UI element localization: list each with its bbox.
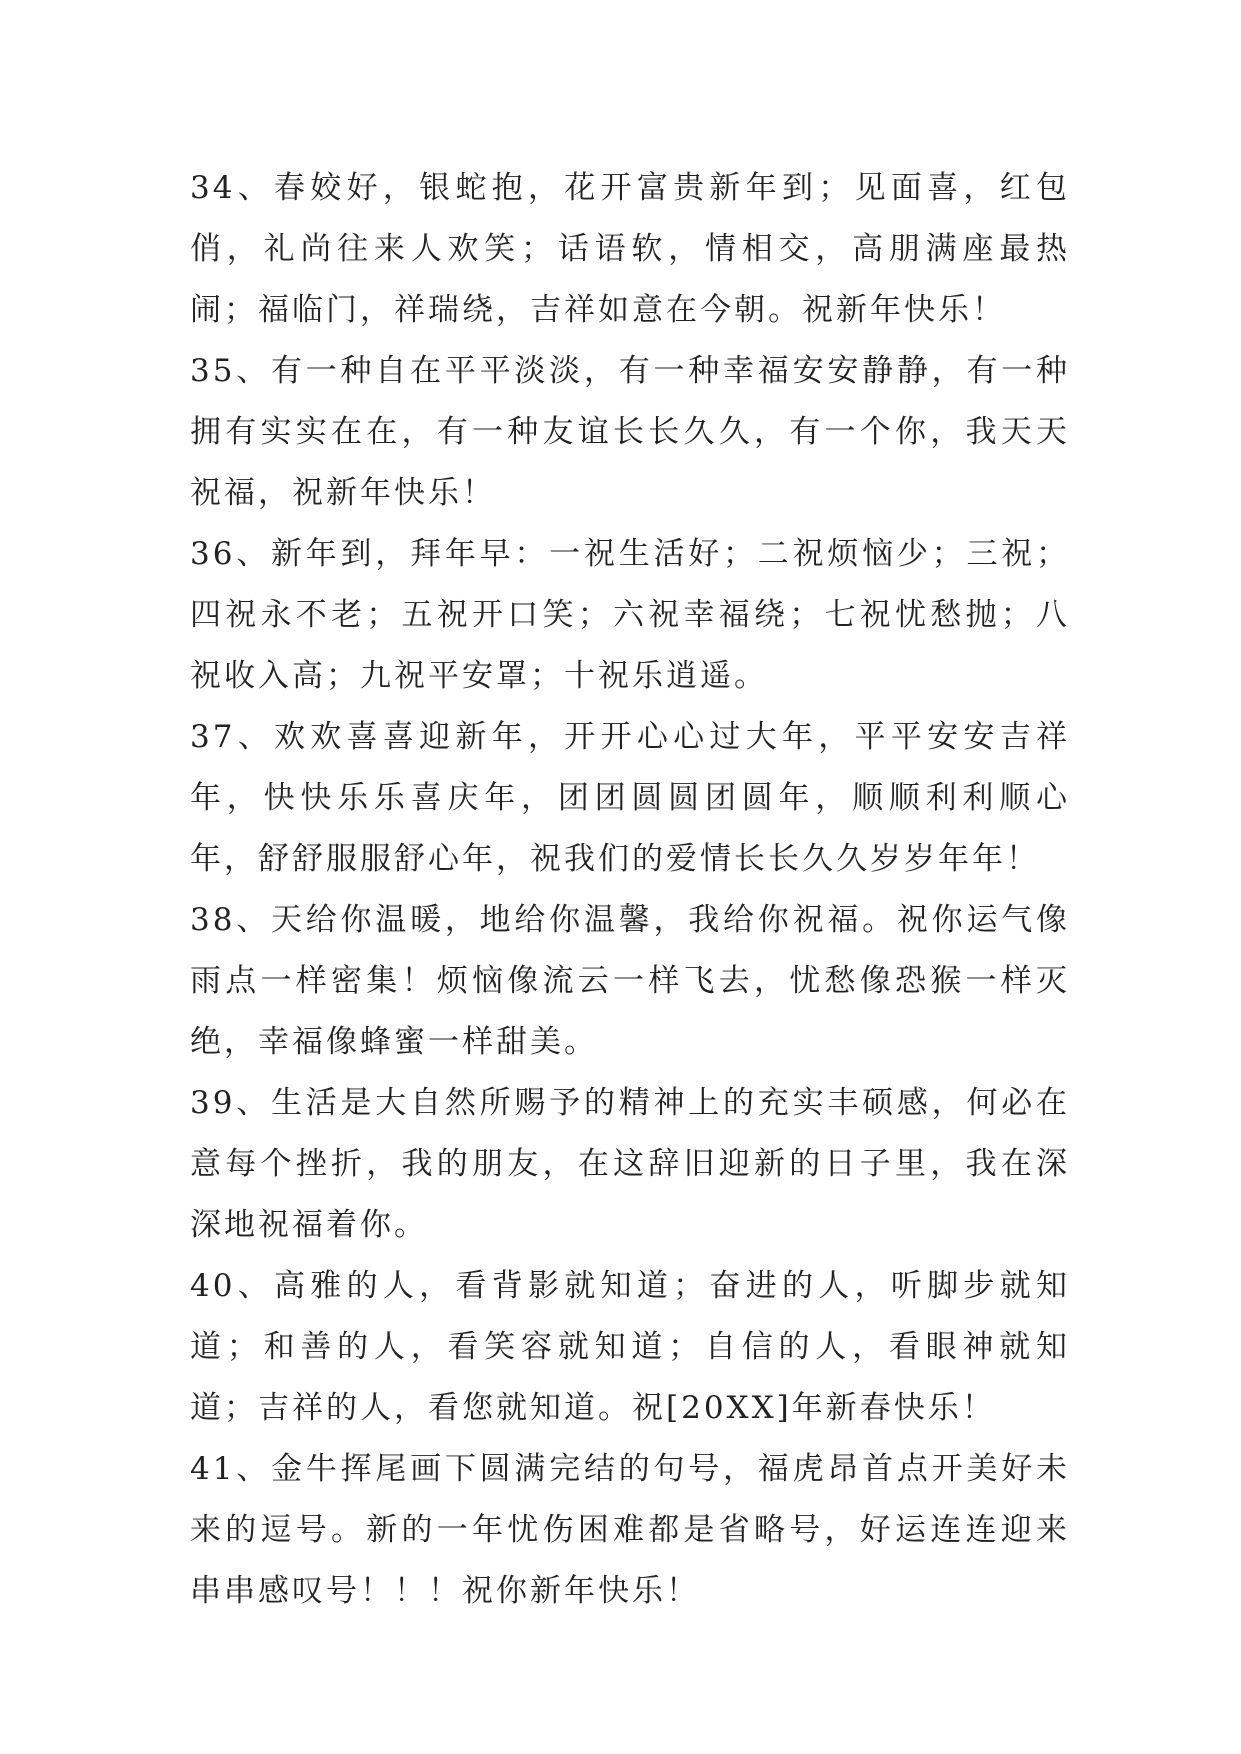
paragraph-35: 35、有一种自在平平淡淡，有一种幸福安安静静，有一种拥有实实在在，有一种友谊长长久久，有一个你，我天天祝福，祝新年快乐！ [190,353,1070,511]
paragraph-37: 37、欢欢喜喜迎新年，开开心心过大年，平平安安吉祥年，快快乐乐喜庆年，团团圆圆团圆年，顺顺利利顺心年，舒舒服服舒心年，祝我们的爱情长长久久岁岁年年！ [190,719,1070,877]
paragraph-36: 36、新年到，拜年早：一祝生活好；二祝烦恼少；三祝；四祝永不老；五祝开口笑；六祝幸福绕；七祝忧愁抛；八祝收入高；九祝平安罩；十祝乐逍遥。 [190,536,1070,694]
document-body [190,158,1070,1622]
paragraph-40: 40、高雅的人，看背影就知道；奋进的人，听脚步就知道；和善的人，看笑容就知道；自信的人，看眼神就知道；吉祥的人，看您就知道。祝[20XX]年新春快乐！ [190,1268,1070,1426]
paragraph-34: 34、春姣好，银蛇抱，花开富贵新年到；见面喜，红包俏，礼尚往来人欢笑；话语软，情相交，高朋满座最热闹；福临门，祥瑞绕，吉祥如意在今朝。祝新年快乐！ [190,170,1070,328]
paragraph-41: 41、金牛挥尾画下圆满完结的句号，福虎昂首点开美好未来的逗号。新的一年忧伤困难都是省略号，好运连连迎来串串感叹号！！！祝你新年快乐！ [190,1451,1070,1609]
paragraph-39: 39、生活是大自然所赐予的精神上的充实丰硕感，何必在意每个挫折，我的朋友，在这辞旧迎新的日子里，我在深深地祝福着你。 [190,1085,1070,1243]
paragraph-38: 38、天给你温暖，地给你温馨，我给你祝福。祝你运气像雨点一样密集！烦恼像流云一样飞去，忧愁像恐猴一样灭绝，幸福像蜂蜜一样甜美。 [190,902,1070,1060]
